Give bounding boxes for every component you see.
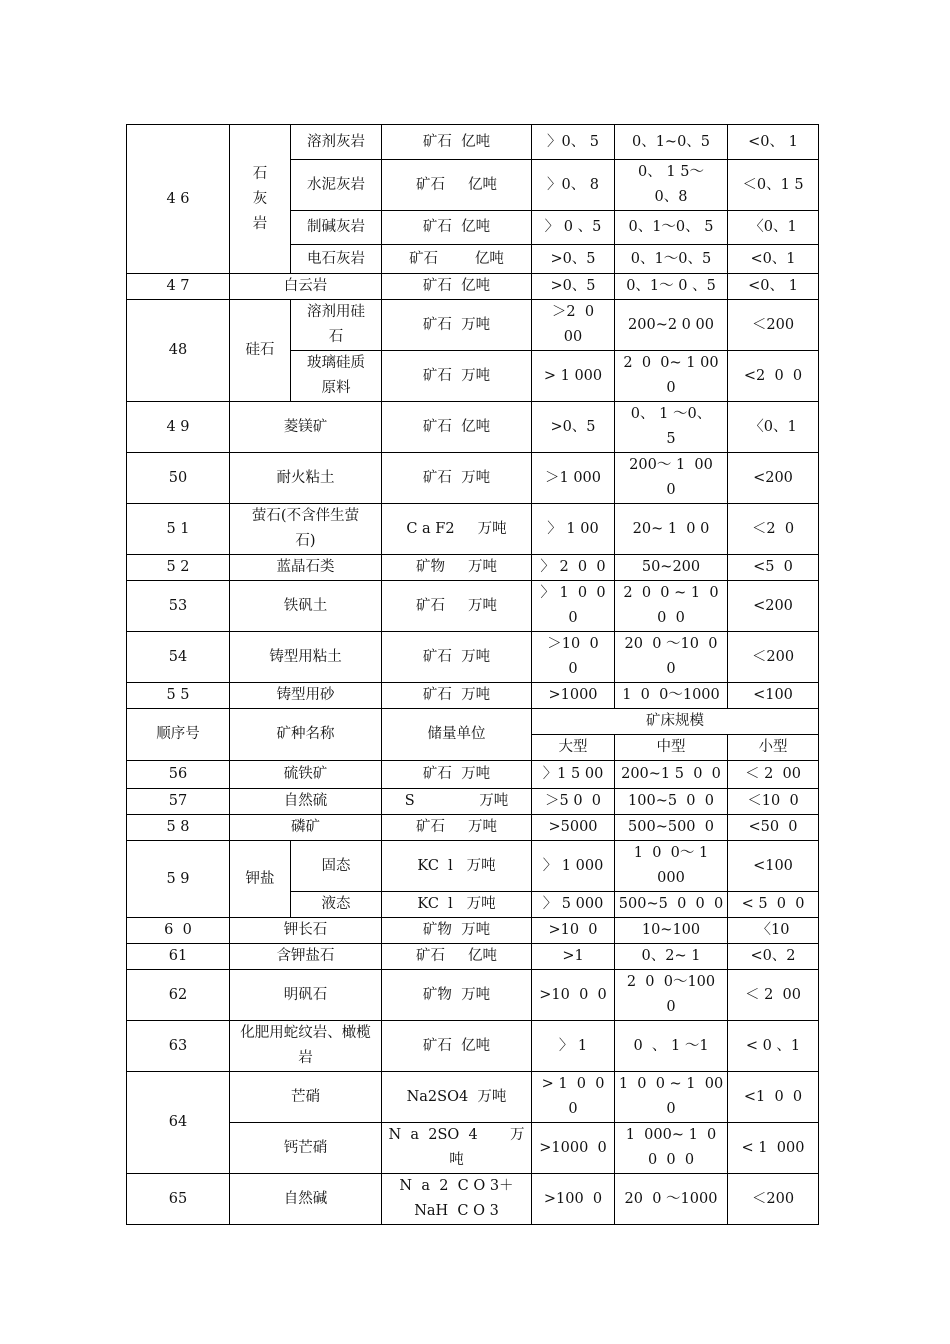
- small-cell: <2 0 0: [728, 351, 819, 402]
- seq-cell: 62: [127, 970, 230, 1021]
- header-name: 矿种名称: [230, 709, 382, 761]
- seq-cell: 61: [127, 944, 230, 970]
- medium-cell: 1 000~ 1 0 0 0 0: [615, 1123, 728, 1174]
- small-cell: ＜0、1 5: [728, 160, 819, 211]
- large-cell: 〉 1 000: [532, 841, 615, 892]
- unit-cell: 矿石 万吨: [382, 632, 532, 683]
- small-cell: <0、 1: [728, 274, 819, 300]
- mineral-name-cell: 蓝晶石类: [230, 555, 382, 581]
- medium-cell: 200~1 5 0 0: [615, 761, 728, 789]
- table-row: [127, 789, 819, 815]
- medium-cell: 100~5 0 0: [615, 789, 728, 815]
- medium-cell: 0、1～ 0 、5: [615, 274, 728, 300]
- mineral-name-cell: 水泥灰岩: [291, 160, 382, 211]
- seq-cell: 5 9: [127, 841, 230, 918]
- large-cell: >0、5: [532, 245, 615, 274]
- small-cell: ＜200: [728, 1174, 819, 1225]
- large-cell: 〉0、 8: [532, 160, 615, 211]
- unit-cell: 矿石 亿吨: [382, 160, 532, 211]
- small-cell: 〈0、1: [728, 211, 819, 245]
- seq-cell: 65: [127, 1174, 230, 1225]
- mineral-name-cell: 化肥用蛇纹岩、橄榄 岩: [230, 1021, 382, 1072]
- table-row: [127, 970, 819, 1021]
- unit-cell: 矿石 万吨: [382, 581, 532, 632]
- large-cell: ＞5 0 0: [532, 789, 615, 815]
- mineral-name-cell: 铁矾土: [230, 581, 382, 632]
- large-cell: >10 0: [532, 918, 615, 944]
- seq-cell: 5 8: [127, 815, 230, 841]
- table-row: [127, 632, 819, 683]
- unit-cell: 矿石 亿吨: [382, 944, 532, 970]
- table-row: [127, 402, 819, 453]
- medium-cell: 20 0 ～10 0 0: [615, 632, 728, 683]
- medium-cell: 2 0 0～100 0: [615, 970, 728, 1021]
- large-cell: > 1 000: [532, 351, 615, 402]
- small-cell: 〈0、1: [728, 402, 819, 453]
- large-cell: 〉 0 、5: [532, 211, 615, 245]
- mineral-name-cell: 溶剂用硅 石: [291, 300, 382, 351]
- mineral-name-cell: 含钾盐石: [230, 944, 382, 970]
- small-cell: ＜ 2 00: [728, 970, 819, 1021]
- large-cell: >1000 0: [532, 1123, 615, 1174]
- unit-cell: 矿石 万吨: [382, 683, 532, 709]
- seq-cell: 57: [127, 789, 230, 815]
- medium-cell: 500~500 0: [615, 815, 728, 841]
- small-cell: ＜200: [728, 632, 819, 683]
- table-row: [127, 944, 819, 970]
- table-row: [127, 1123, 819, 1174]
- large-cell: >1000: [532, 683, 615, 709]
- mineral-name-cell: 菱镁矿: [230, 402, 382, 453]
- unit-cell: KC l 万吨: [382, 841, 532, 892]
- small-cell: <200: [728, 453, 819, 504]
- seq-cell: 54: [127, 632, 230, 683]
- table-row: [127, 1174, 819, 1225]
- mineral-name-cell: 钙芒硝: [230, 1123, 382, 1174]
- mineral-name-cell: 溶剂灰岩: [291, 125, 382, 160]
- mineral-name-cell: 电石灰岩: [291, 245, 382, 274]
- medium-cell: 20 0 ～1000: [615, 1174, 728, 1225]
- small-cell: <5 0: [728, 555, 819, 581]
- seq-cell: 64: [127, 1072, 230, 1174]
- small-cell: < 0 、1: [728, 1021, 819, 1072]
- mineral-name-cell: 芒硝: [230, 1072, 382, 1123]
- medium-cell: 1 0 0 ~ 1 00 0: [615, 1072, 728, 1123]
- mineral-name-cell: 液态: [291, 892, 382, 918]
- unit-cell: 矿石 万吨: [382, 300, 532, 351]
- mineral-name-cell: 硫铁矿: [230, 761, 382, 789]
- table-row: [127, 761, 819, 789]
- mineral-name-cell: 制碱灰岩: [291, 211, 382, 245]
- unit-cell: S 万吨: [382, 789, 532, 815]
- unit-cell: 矿石 亿吨: [382, 1021, 532, 1072]
- seq-cell: 50: [127, 453, 230, 504]
- header-row: [127, 709, 819, 735]
- unit-cell: 矿石 万吨: [382, 761, 532, 789]
- mineral-group-cell: 石 灰 岩: [230, 125, 291, 274]
- unit-cell: 矿物 万吨: [382, 970, 532, 1021]
- large-cell: ＞2 0 00: [532, 300, 615, 351]
- table-row: [127, 274, 819, 300]
- table-row: [127, 504, 819, 555]
- seq-cell: 63: [127, 1021, 230, 1072]
- unit-cell: N a 2 C O 3＋ NaH C O 3: [382, 1174, 532, 1225]
- medium-cell: 20~ 1 0 0: [615, 504, 728, 555]
- unit-cell: 矿石 万吨: [382, 351, 532, 402]
- medium-cell: 2 0 0~ 1 00 0: [615, 351, 728, 402]
- mineral-name-cell: 固态: [291, 841, 382, 892]
- unit-cell: 矿物 万吨: [382, 555, 532, 581]
- header-seq: 顺序号: [127, 709, 230, 761]
- small-cell: ＜200: [728, 300, 819, 351]
- unit-cell: 矿石 万吨: [382, 815, 532, 841]
- large-cell: >0、5: [532, 274, 615, 300]
- table-row: [127, 841, 819, 892]
- large-cell: >10 0 0: [532, 970, 615, 1021]
- large-cell: 〉1 5 00: [532, 761, 615, 789]
- unit-cell: 矿石 亿吨: [382, 402, 532, 453]
- mineral-name-cell: 萤石(不含伴生萤 石): [230, 504, 382, 555]
- header-unit: 储量单位: [382, 709, 532, 761]
- header-large: 大型: [532, 735, 615, 761]
- seq-cell: 53: [127, 581, 230, 632]
- small-cell: <0、2: [728, 944, 819, 970]
- mineral-group-cell: 钾盐: [230, 841, 291, 918]
- mineral-name-cell: 白云岩: [230, 274, 382, 300]
- unit-cell: 矿物 万吨: [382, 918, 532, 944]
- table-row: [127, 1021, 819, 1072]
- header-small: 小型: [728, 735, 819, 761]
- mineral-name-cell: 自然碱: [230, 1174, 382, 1225]
- large-cell: 〉 5 000: [532, 892, 615, 918]
- seq-cell: 5 1: [127, 504, 230, 555]
- medium-cell: 0、 1 5～ 0、8: [615, 160, 728, 211]
- medium-cell: 2 0 0 ~ 1 0 0 0: [615, 581, 728, 632]
- seq-cell: 4 7: [127, 274, 230, 300]
- mineral-name-cell: 玻璃硅质 原料: [291, 351, 382, 402]
- unit-cell: 矿石 万吨: [382, 453, 532, 504]
- medium-cell: 1 0 0～1000: [615, 683, 728, 709]
- medium-cell: 10~100: [615, 918, 728, 944]
- medium-cell: 0、1～0、 5: [615, 211, 728, 245]
- large-cell: >1: [532, 944, 615, 970]
- unit-cell: Na2SO4 万吨: [382, 1072, 532, 1123]
- seq-cell: 5 2: [127, 555, 230, 581]
- large-cell: 〉 2 0 0: [532, 555, 615, 581]
- medium-cell: 0、 1 ～0、 5: [615, 402, 728, 453]
- large-cell: ＞10 0 0: [532, 632, 615, 683]
- large-cell: 〉 1 0 0 0: [532, 581, 615, 632]
- mineral-scale-table: [126, 124, 819, 1225]
- mineral-name-cell: 自然硫: [230, 789, 382, 815]
- seq-cell: 5 5: [127, 683, 230, 709]
- mineral-name-cell: 钾长石: [230, 918, 382, 944]
- small-cell: ＜10 0: [728, 789, 819, 815]
- mineral-name-cell: 明矾石: [230, 970, 382, 1021]
- seq-cell: 4 9: [127, 402, 230, 453]
- seq-cell: 48: [127, 300, 230, 402]
- medium-cell: 0、2~ 1: [615, 944, 728, 970]
- large-cell: ＞1 000: [532, 453, 615, 504]
- unit-cell: KC l 万吨: [382, 892, 532, 918]
- unit-cell: 矿石 亿吨: [382, 211, 532, 245]
- header-scale: 矿床规模: [532, 709, 819, 735]
- small-cell: <100: [728, 841, 819, 892]
- medium-cell: 200~2 0 00: [615, 300, 728, 351]
- small-cell: <1 0 0: [728, 1072, 819, 1123]
- large-cell: 〉 1: [532, 1021, 615, 1072]
- medium-cell: 200～ 1 00 0: [615, 453, 728, 504]
- mineral-name-cell: 耐火粘土: [230, 453, 382, 504]
- mineral-name-cell: 铸型用砂: [230, 683, 382, 709]
- small-cell: < 1 000: [728, 1123, 819, 1174]
- table-row: [127, 300, 819, 351]
- medium-cell: 500~5 0 0 0: [615, 892, 728, 918]
- unit-cell: 矿石 亿吨: [382, 274, 532, 300]
- mineral-group-cell: 硅石: [230, 300, 291, 402]
- mineral-name-cell: 铸型用粘土: [230, 632, 382, 683]
- unit-cell: N a 2SO 4 万 吨: [382, 1123, 532, 1174]
- seq-cell: 4 6: [127, 125, 230, 274]
- unit-cell: 矿石 亿吨: [382, 245, 532, 274]
- medium-cell: 1 0 0～ 1 000: [615, 841, 728, 892]
- small-cell: < 5 0 0: [728, 892, 819, 918]
- unit-cell: 矿石 亿吨: [382, 125, 532, 160]
- large-cell: 〉0、 5: [532, 125, 615, 160]
- large-cell: 〉 1 00: [532, 504, 615, 555]
- table-row: [127, 918, 819, 944]
- large-cell: > 1 0 0 0: [532, 1072, 615, 1123]
- medium-cell: 50~200: [615, 555, 728, 581]
- medium-cell: 0、1~0、5: [615, 125, 728, 160]
- large-cell: >0、5: [532, 402, 615, 453]
- table-row: [127, 1072, 819, 1123]
- large-cell: >100 0: [532, 1174, 615, 1225]
- small-cell: <100: [728, 683, 819, 709]
- header-medium: 中型: [615, 735, 728, 761]
- small-cell: <200: [728, 581, 819, 632]
- table-row: [127, 581, 819, 632]
- seq-cell: 56: [127, 761, 230, 789]
- mineral-name-cell: 磷矿: [230, 815, 382, 841]
- small-cell: <50 0: [728, 815, 819, 841]
- table-row: [127, 555, 819, 581]
- seq-cell: 6 0: [127, 918, 230, 944]
- small-cell: 〈10: [728, 918, 819, 944]
- small-cell: <0、1: [728, 245, 819, 274]
- medium-cell: 0 、 1 ～1: [615, 1021, 728, 1072]
- table-row: [127, 683, 819, 709]
- unit-cell: C a F2 万吨: [382, 504, 532, 555]
- table-row: [127, 453, 819, 504]
- table-row: [127, 815, 819, 841]
- small-cell: ＜2 0: [728, 504, 819, 555]
- small-cell: <0、 1: [728, 125, 819, 160]
- large-cell: >5000: [532, 815, 615, 841]
- medium-cell: 0、1～0、5: [615, 245, 728, 274]
- small-cell: ＜ 2 00: [728, 761, 819, 789]
- table-row: [127, 125, 819, 160]
